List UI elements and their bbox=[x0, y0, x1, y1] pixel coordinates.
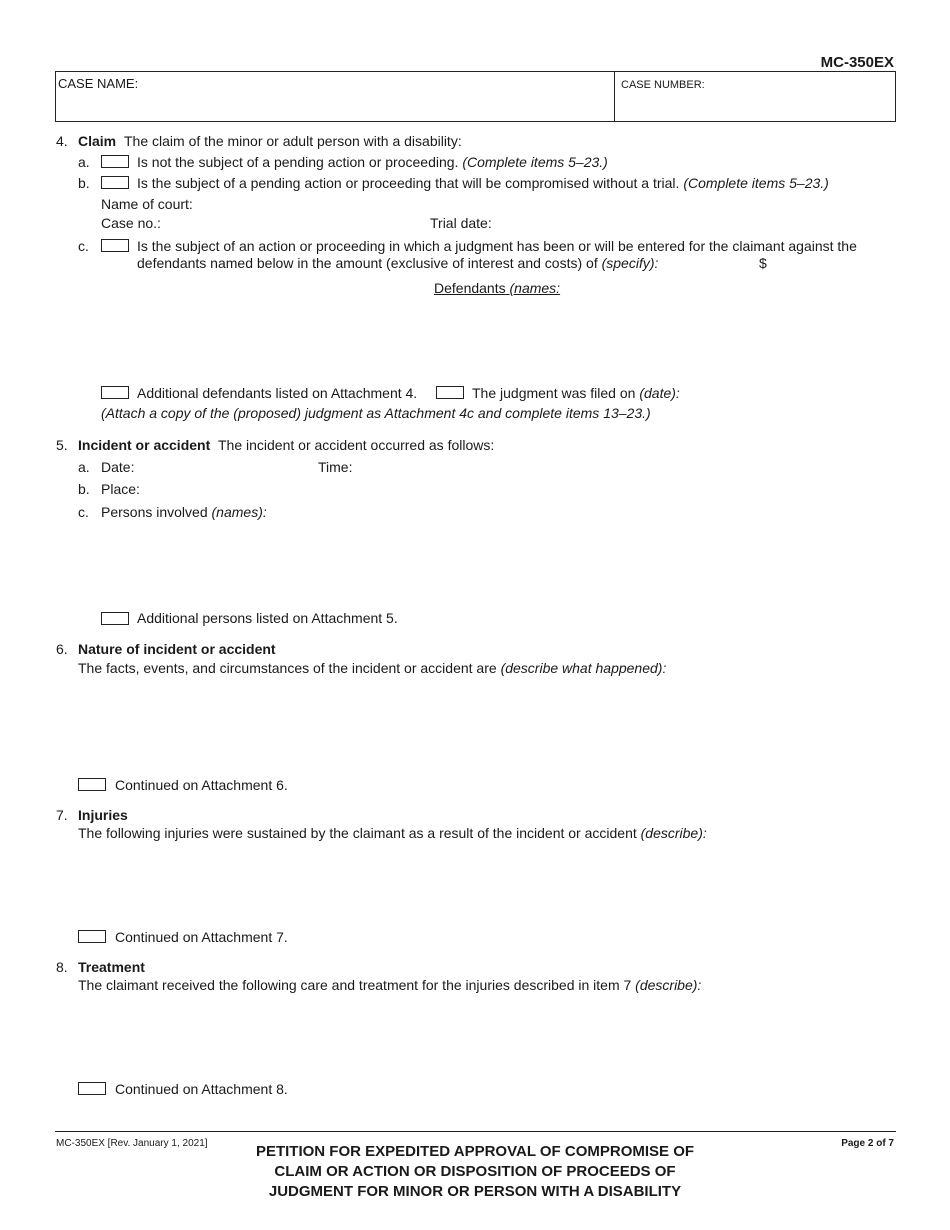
persons-involved-label: Persons involved bbox=[101, 504, 208, 520]
court-name-label: Name of court: bbox=[101, 196, 193, 212]
item8-continued-text: Continued on Attachment 8. bbox=[115, 1081, 288, 1097]
item8-number: 8. bbox=[56, 959, 68, 975]
item4c-line1: Is the subject of an action or proceeding in which a judgment has been or will be entered for the claimant against the bbox=[137, 238, 857, 254]
item4c-line2 bbox=[137, 255, 658, 272]
item4b-text bbox=[137, 175, 829, 192]
defendants-label: Defendants bbox=[434, 280, 506, 296]
persons-involved bbox=[101, 504, 267, 521]
item4a-letter: a. bbox=[78, 154, 90, 170]
item6-continued-checkbox[interactable] bbox=[78, 778, 106, 791]
trial-date-label: Trial date: bbox=[430, 215, 492, 231]
item5b-letter: b. bbox=[78, 481, 90, 497]
judgment-filed-checkbox[interactable] bbox=[436, 386, 464, 399]
item4b-letter: b. bbox=[78, 175, 90, 191]
item6-number: 6. bbox=[56, 641, 68, 657]
footer-revision: MC-350EX [Rev. January 1, 2021] bbox=[56, 1138, 208, 1149]
item7-hint: (describe): bbox=[640, 825, 707, 841]
additional-persons-text: Additional persons listed on Attachment 5. bbox=[137, 610, 398, 626]
item5-intro: The incident or accident occurred as follows: bbox=[218, 437, 495, 453]
item4c-checkbox[interactable] bbox=[101, 239, 129, 252]
item4b-checkbox[interactable] bbox=[101, 176, 129, 189]
item7-text-main: The following injuries were sustained by the claimant as a result of the incident or accident bbox=[78, 825, 637, 841]
case-name-label: CASE NAME: bbox=[58, 76, 139, 91]
item7-number: 7. bbox=[56, 807, 68, 823]
item4a-checkbox[interactable] bbox=[101, 155, 129, 168]
case-no-label: Case no.: bbox=[101, 215, 161, 231]
item5a-letter: a. bbox=[78, 459, 90, 475]
item8-continued-checkbox[interactable] bbox=[78, 1082, 106, 1095]
item4a-text-main: Is not the subject of a pending action or proceeding. bbox=[137, 154, 459, 170]
item4b-text-main: Is the subject of a pending action or proceeding that will be compromised without a trial. bbox=[137, 175, 680, 191]
item4c-letter: c. bbox=[78, 238, 89, 254]
item4-title: Claim bbox=[78, 133, 117, 149]
item8-hint: (describe): bbox=[635, 977, 702, 993]
item8-title: Treatment bbox=[78, 959, 145, 975]
item6-continued-text: Continued on Attachment 6. bbox=[115, 777, 288, 793]
footer-page-number: Page 2 of 7 bbox=[841, 1138, 894, 1149]
additional-persons-checkbox[interactable] bbox=[101, 612, 129, 625]
case-header-divider bbox=[614, 71, 615, 122]
item8-text bbox=[78, 977, 701, 994]
item4a-text bbox=[137, 154, 608, 171]
attach-judgment-note: (Attach a copy of the (proposed) judgment as Attachment 4c and complete items 13–23.) bbox=[101, 405, 651, 421]
footer-rule bbox=[55, 1131, 896, 1132]
judgment-filed-text bbox=[472, 385, 680, 402]
footer-form-title bbox=[200, 1142, 750, 1202]
case-header-box bbox=[55, 71, 896, 122]
item7-title: Injuries bbox=[78, 807, 128, 823]
item7-continued-checkbox[interactable] bbox=[78, 930, 106, 943]
persons-names-hint: (names): bbox=[211, 504, 267, 520]
incident-time-label: Time: bbox=[318, 459, 353, 475]
item5-number: 5. bbox=[56, 437, 68, 453]
incident-place-label: Place: bbox=[101, 481, 140, 497]
item4b-note: (Complete items 5–23.) bbox=[683, 175, 829, 191]
footer-title-line2: CLAIM OR ACTION OR DISPOSITION OF PROCEEDS OF bbox=[274, 1163, 676, 1180]
item6-text bbox=[78, 660, 666, 677]
item4-intro: The claim of the minor or adult person with a disability: bbox=[124, 133, 462, 149]
judgment-filed-label: The judgment was filed on bbox=[472, 385, 636, 401]
additional-defendants-text: Additional defendants listed on Attachment 4. bbox=[137, 385, 418, 401]
footer-title-line1: PETITION FOR EXPEDITED APPROVAL OF COMPROMISE OF bbox=[255, 1143, 695, 1160]
item8-text-main: The claimant received the following care and treatment for the injuries described in item 7 bbox=[78, 977, 632, 993]
item4c-specify: (specify): bbox=[601, 255, 659, 271]
additional-defendants-checkbox[interactable] bbox=[101, 386, 129, 399]
item6-title: Nature of incident or accident bbox=[78, 641, 276, 657]
defendants-names-hint: (names: bbox=[509, 280, 561, 296]
judgment-date-hint: (date): bbox=[639, 385, 680, 401]
item7-continued-text: Continued on Attachment 7. bbox=[115, 929, 288, 945]
form-id: MC-350EX bbox=[820, 54, 894, 71]
dollar-sign: $ bbox=[759, 255, 767, 271]
item5c-letter: c. bbox=[78, 504, 89, 520]
incident-date-label: Date: bbox=[101, 459, 135, 475]
item6-text-main: The facts, events, and circumstances of the incident or accident are bbox=[78, 660, 497, 676]
item7-text bbox=[78, 825, 707, 842]
defendants-heading bbox=[434, 280, 560, 297]
item6-hint: (describe what happened): bbox=[500, 660, 667, 676]
case-number-label: CASE NUMBER: bbox=[621, 79, 705, 91]
footer-title-line3: JUDGMENT FOR MINOR OR PERSON WITH A DISABILITY bbox=[268, 1183, 682, 1200]
item4a-note: (Complete items 5–23.) bbox=[462, 154, 608, 170]
item5-title: Incident or accident bbox=[78, 437, 211, 453]
item4c-line2-main: defendants named below in the amount (exclusive of interest and costs) of bbox=[137, 255, 598, 271]
item4-number: 4. bbox=[56, 133, 68, 149]
